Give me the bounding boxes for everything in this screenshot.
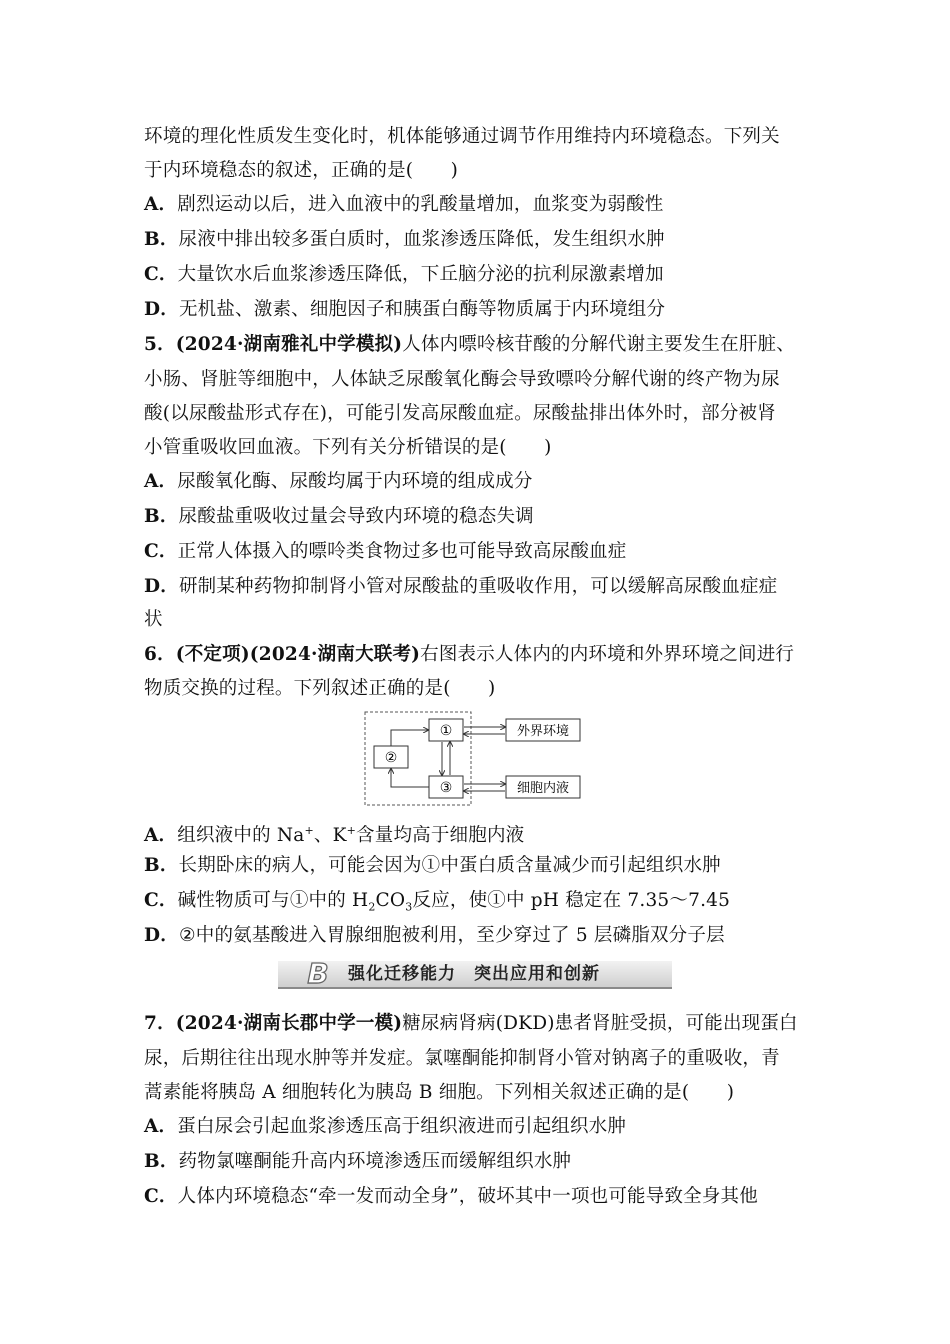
q6-option-a: A．组织液中的 Na+、K+含量均高于细胞内液 [144,824,525,847]
q5-stem-line-3: 酸(以尿酸盐形式存在)，可能引发高尿酸血症。尿酸盐排出体外时，部分被肾 [144,403,776,424]
q4-stem-line-2: 于内环境稳态的叙述，正确的是( ) [144,160,459,181]
question-source: (不定项)(2024·湖南大联考) [175,644,421,665]
box-1-label: ① [439,723,453,739]
q7-option-a: A．蛋白尿会引起血浆渗透压高于组织液进而引起组织水肿 [144,1116,627,1137]
q4-option-b: B．尿液中排出较多蛋白质时，血浆渗透压降低，发生组织水肿 [144,229,665,250]
q5-stem-line-1: 5．(2024·湖南雅礼中学模拟)人体内嘌呤核苷酸的分解代谢主要发生在肝脏、 [144,334,795,355]
q7-stem-line-2: 尿，后期往往出现水肿等并发症。氯噻酮能抑制肾小管对钠离子的重吸收，青 [144,1048,780,1069]
question-number: 6． [144,644,176,665]
q5-option-c: C．正常人体摄入的嘌呤类食物过多也可能导致高尿酸血症 [144,541,627,562]
q7-stem-line-3: 蒿素能将胰岛 A 细胞转化为胰岛 B 细胞。下列相关叙述正确的是( ) [144,1082,735,1103]
section-title: 强化迁移能力 突出应用和创新 [348,964,600,984]
q5-stem-line-4: 小管重吸收回血液。下列有关分析错误的是( ) [144,437,552,458]
q6-stem-line-1: 6．(不定项)(2024·湖南大联考)右图表示人体内的内环境和外界环境之间进行 [144,644,795,665]
question-number: 5． [144,334,176,355]
q4-option-d: D．无机盐、激素、细胞因子和胰蛋白酶等物质属于内环境组分 [144,299,666,320]
q6-option-c: C．碱性物质可与①中的 $H_2CO_3$反应，使①中 pH 稳定在 7.35～7.45 [144,890,731,914]
q6-option-b: B．长期卧床的病人，可能会因为①中蛋白质含量减少而引起组织水肿 [144,855,721,876]
q7-option-c: C．人体内环境稳态“牵一发而动全身”，破坏其中一项也可能导致全身其他 [144,1186,758,1207]
q4-option-a: A．剧烈运动以后，进入血液中的乳酸量增加，血浆变为弱酸性 [144,194,664,215]
q5-option-d-continued: 状 [144,609,163,630]
q5-option-d: D．研制某种药物抑制肾小管对尿酸盐的重吸收作用，可以缓解高尿酸血症症 [144,576,778,597]
q7-option-b: B．药物氯噻酮能升高内环境渗透压而缓解组织水肿 [144,1151,572,1172]
box-intracellular-fluid-label: 细胞内液 [516,781,570,796]
question-source: (2024·湖南雅礼中学模拟) [175,334,403,355]
q6-stem-line-2: 物质交换的过程。下列叙述正确的是( ) [144,678,496,699]
q5-option-a: A．尿酸氧化酶、尿酸均属于内环境的组成成分 [144,471,533,492]
arrow-2-to-1 [391,730,428,746]
q6-option-d: D．②中的氨基酸进入胃腺细胞被利用，至少穿过了 5 层磷脂双分子层 [144,925,725,946]
q4-stem-line-1: 环境的理化性质发生变化时，机体能够通过调节作用维持内环境稳态。下列关 [144,126,780,147]
q4-option-c: C．大量饮水后血浆渗透压降低，下丘脑分泌的抗利尿激素增加 [144,264,664,285]
arrow-3-to-2 [391,769,429,787]
section-banner [278,958,672,992]
box-2-label: ② [384,750,398,766]
q7-stem-line-1: 7．(2024·湖南长郡中学一模)糖尿病肾病(DKD)患者肾脏受损，可能出现蛋白 [144,1013,798,1034]
box-external-environment-label: 外界环境 [516,724,570,739]
q5-stem-line-2: 小肠、肾脏等细胞中，人体缺乏尿酸氧化酶会导致嘌呤分解代谢的终产物为尿 [144,369,780,390]
box-3-label: ③ [439,780,453,796]
question-number: 7． [144,1013,176,1034]
question-source: (2024·湖南长郡中学一模) [175,1013,403,1034]
q5-option-b: B．尿酸盐重吸收过量会导致内环境的稳态失调 [144,506,534,527]
exchange-diagram [364,711,586,807]
section-badge-icon: B [307,957,329,990]
